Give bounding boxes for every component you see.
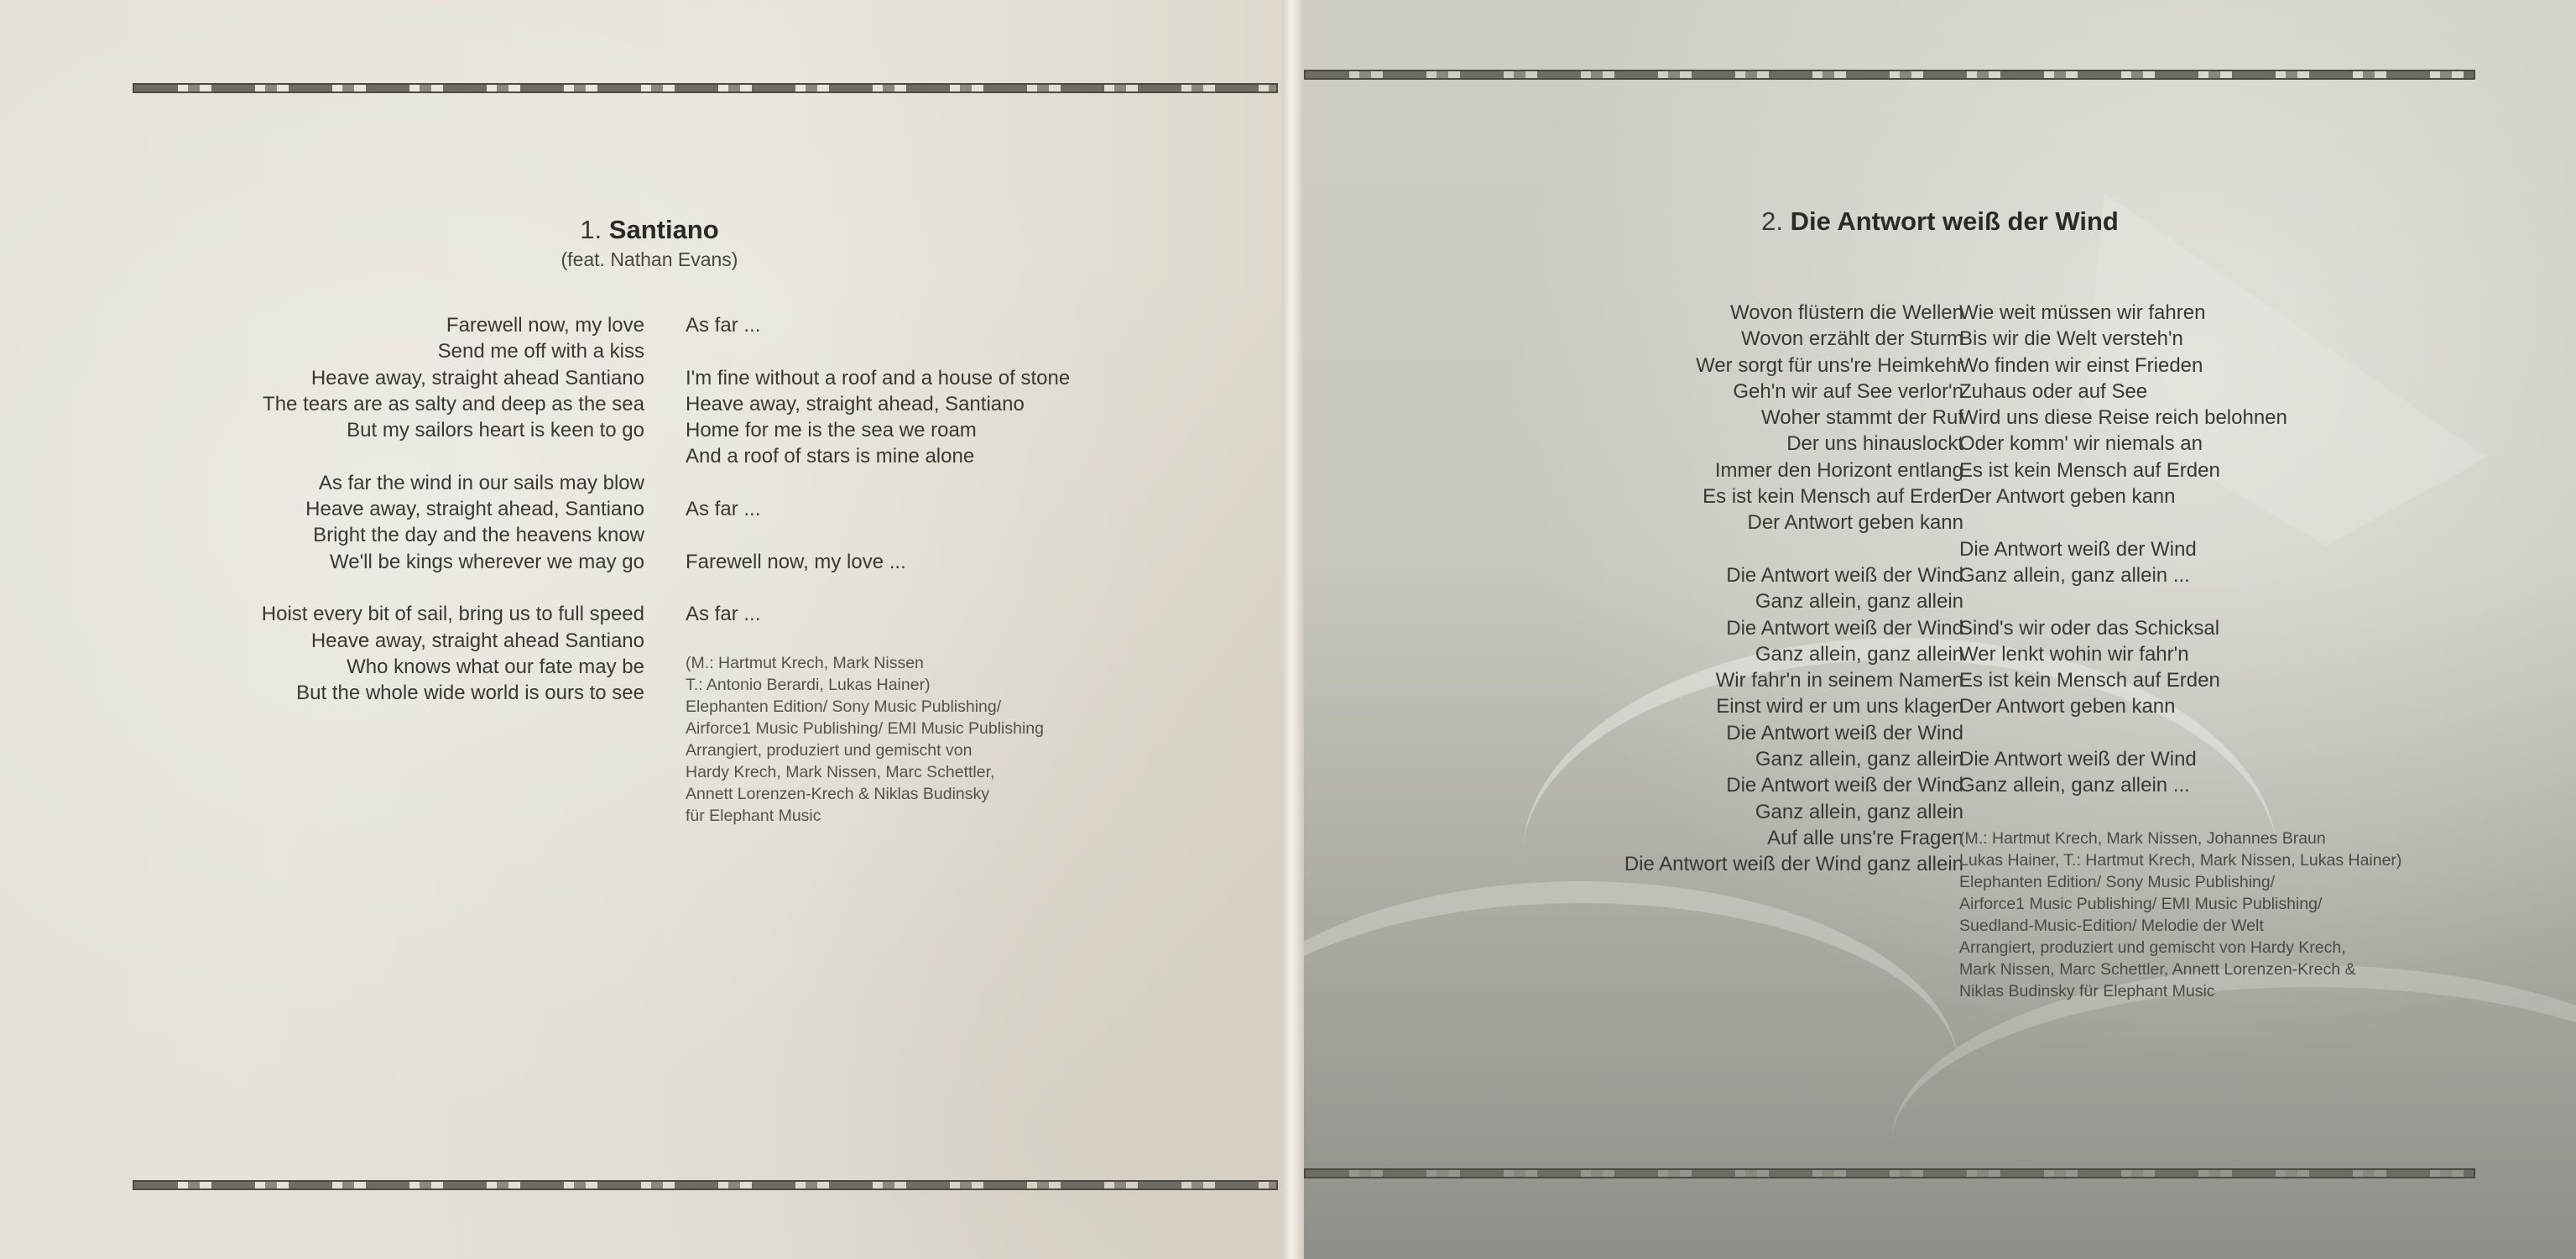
- lyric-line: Die Antwort weiß der Wind: [1726, 774, 1963, 797]
- song1-title-text: Santiano: [608, 215, 719, 244]
- stanza-gap: [1959, 588, 2287, 614]
- credit-line: Annett Lorenzen-Krech & Niklas Budinsky: [686, 785, 990, 803]
- lyric-line: Ganz allein, ganz allein ...: [1959, 563, 2190, 587]
- credit-line: Niklas Budinsky für Elephant Music: [1959, 982, 2215, 1000]
- lyric-line: Hoist every bit of sail, bring us to full speed: [261, 603, 644, 626]
- lyric-line: Die Antwort weiß der Wind: [1959, 537, 2197, 561]
- lyric-line: Bis wir die Welt versteh'n: [1959, 327, 2183, 351]
- lyric-line: Woher stammt der Ruf: [1761, 406, 1963, 430]
- lyric-line: Heave away, straight ahead, Santiano: [305, 498, 644, 521]
- lyric-line: Home for me is the sea we roam: [686, 419, 977, 442]
- song1-lyrics-left: [262, 312, 644, 706]
- lyric-line: Wird uns diese Reise reich belohnen: [1959, 406, 2287, 430]
- lyric-line: Die Antwort weiß der Wind: [1726, 563, 1963, 587]
- lyric-line: The tears are as salty and deep as the sea: [263, 392, 644, 415]
- lyric-line: Die Antwort weiß der Wind: [1726, 721, 1963, 744]
- lyric-line: Es ist kein Mensch auf Erden: [1959, 669, 2220, 692]
- lyric-line: Es ist kein Mensch auf Erden: [1703, 485, 1963, 509]
- lyric-line: Farewell now, my love: [446, 314, 644, 337]
- lyric-line: Der Antwort geben kann: [1959, 695, 2176, 718]
- stanza-gap: [686, 470, 1070, 496]
- credit-line: Elephanten Edition/ Sony Music Publishing/: [686, 697, 1002, 716]
- lyric-line: Wer lenkt wohin wir fahr'n: [1959, 642, 2189, 666]
- stanza-gap: [262, 443, 644, 469]
- lyric-line: Geh'n wir auf See verlor'n: [1733, 379, 1963, 403]
- lyric-line: Immer den Horizont entlang: [1714, 458, 1963, 482]
- lyric-line: But my sailors heart is keen to go: [347, 419, 644, 442]
- song2-title: [1304, 206, 2576, 237]
- song1-credits: [686, 652, 1044, 827]
- lyric-line: As far ...: [686, 603, 761, 626]
- credit-line: Lukas Hainer, T.: Hartmut Krech, Mark Nissen, Lukas Hainer): [1959, 851, 2402, 870]
- lyric-line: Zuhaus oder auf See: [1959, 379, 2148, 403]
- lyric-line: Heave away, straight ahead Santiano: [310, 629, 644, 652]
- lyric-line: Die Antwort weiß der Wind: [1959, 748, 2197, 771]
- lyric-line: Ganz allein, ganz allein: [1755, 800, 1963, 823]
- stanza-gap: [262, 575, 644, 601]
- credit-line: Arrangiert, produziert und gemischt von: [686, 741, 973, 760]
- lyric-line: Heave away, straight ahead, Santiano: [686, 392, 1025, 415]
- credit-line: Elephanten Edition/ Sony Music Publishing/: [1959, 873, 2276, 891]
- lyric-line: Sind's wir oder das Schicksal: [1959, 616, 2220, 640]
- stanza-gap: [686, 338, 1070, 364]
- lyric-line: Der Antwort geben kann: [1747, 511, 1963, 535]
- credit-line: T.: Antonio Berardi, Lukas Hainer): [686, 676, 931, 694]
- credit-line: (M.: Hartmut Krech, Mark Nissen: [686, 654, 924, 672]
- lyric-line: Die Antwort weiß der Wind: [1726, 616, 1963, 640]
- lyric-line: Who knows what our fate may be: [347, 655, 644, 678]
- song1-lyrics-right: [686, 312, 1070, 628]
- credit-line: für Elephant Music: [686, 807, 821, 825]
- bottom-border-right: [1304, 1168, 2475, 1178]
- credit-line: (M.: Hartmut Krech, Mark Nissen, Johannes Braun: [1959, 829, 2326, 848]
- lyric-line: Ganz allein, ganz allein: [1755, 590, 1963, 614]
- spine-fold: [1282, 0, 1304, 1259]
- lyric-line: Oder komm' wir niemals an: [1959, 432, 2203, 456]
- credit-line: Suedland-Music-Edition/ Melodie der Welt: [1959, 917, 2264, 935]
- lyric-line: Es ist kein Mensch auf Erden: [1959, 458, 2220, 482]
- lyric-line: Ganz allein, ganz allein: [1755, 642, 1963, 666]
- stanza-gap: [1959, 509, 2287, 535]
- song1-subtitle: (feat. Nathan Evans): [561, 248, 738, 270]
- bottom-border-left: [133, 1180, 1278, 1190]
- lyric-line: As far ...: [686, 498, 761, 521]
- lyric-line: Send me off with a kiss: [437, 340, 644, 363]
- song2-title-text: Die Antwort weiß der Wind: [1790, 206, 2119, 236]
- stanza-gap: [1624, 536, 1963, 562]
- stanza-gap: [686, 575, 1070, 601]
- song2-number: 2.: [1761, 206, 1783, 236]
- lyric-line: Wir fahr'n in seinem Namen: [1715, 669, 1963, 692]
- lyric-line: Wovon erzählt der Sturm: [1741, 327, 1963, 351]
- lyric-line: Die Antwort weiß der Wind ganz allein: [1624, 853, 1963, 876]
- top-border-right: [1304, 70, 2475, 80]
- lyric-line: Wo finden wir einst Frieden: [1959, 353, 2203, 377]
- lyric-line: Der uns hinauslockt: [1786, 432, 1963, 456]
- lyric-line: Heave away, straight ahead Santiano: [310, 366, 644, 389]
- right-page: [1304, 0, 2576, 1259]
- lyric-line: Ganz allein, ganz allein ...: [1959, 774, 2190, 797]
- lyric-line: And a roof of stars is mine alone: [686, 445, 975, 468]
- stanza-gap: [686, 522, 1070, 548]
- credit-line: Airforce1 Music Publishing/ EMI Music Publishing/: [1959, 895, 2323, 913]
- lyric-line: Wie weit müssen wir fahren: [1959, 301, 2206, 324]
- lyric-line: We'll be kings wherever we may go: [330, 550, 644, 573]
- stanza-gap: [1959, 720, 2287, 746]
- song1-number: 1.: [580, 215, 602, 244]
- lyric-line: As far ...: [686, 314, 761, 337]
- lyric-line: I'm fine without a roof and a house of stone: [686, 366, 1071, 389]
- credit-line: Hardy Krech, Mark Nissen, Marc Schettler,: [686, 763, 995, 781]
- top-border-left: [133, 83, 1278, 93]
- credit-line: Airforce1 Music Publishing/ EMI Music Publishing: [686, 719, 1045, 738]
- lyric-line: But the whole wide world is ours to see: [296, 682, 644, 705]
- credit-line: Mark Nissen, Marc Schettler, Annett Lorenzen-Krech &: [1959, 960, 2356, 979]
- lyric-line: Der Antwort geben kann: [1959, 485, 2176, 509]
- lyric-line: Einst wird er um uns klagen: [1716, 695, 1963, 718]
- song2-credits: [1959, 828, 2401, 1002]
- lyric-line: Farewell now, my love ...: [686, 550, 906, 573]
- song2-lyrics-left: [1624, 300, 1963, 878]
- lyric-line: Bright the day and the heavens know: [313, 524, 644, 547]
- lyric-line: Wer sorgt für uns're Heimkehr: [1696, 353, 1963, 377]
- credit-line: Arrangiert, produziert und gemischt von Hardy Krech,: [1959, 938, 2346, 957]
- lyric-line: As far the wind in our sails may blow: [318, 471, 644, 494]
- lyric-line: Ganz allein, ganz allein: [1755, 748, 1963, 771]
- song2-lyrics-right: [1959, 300, 2287, 799]
- lyric-line: Auf alle uns're Fragen: [1766, 826, 1963, 849]
- song1-title: [0, 215, 1299, 245]
- lyric-line: Wovon flüstern die Wellen: [1730, 301, 1963, 324]
